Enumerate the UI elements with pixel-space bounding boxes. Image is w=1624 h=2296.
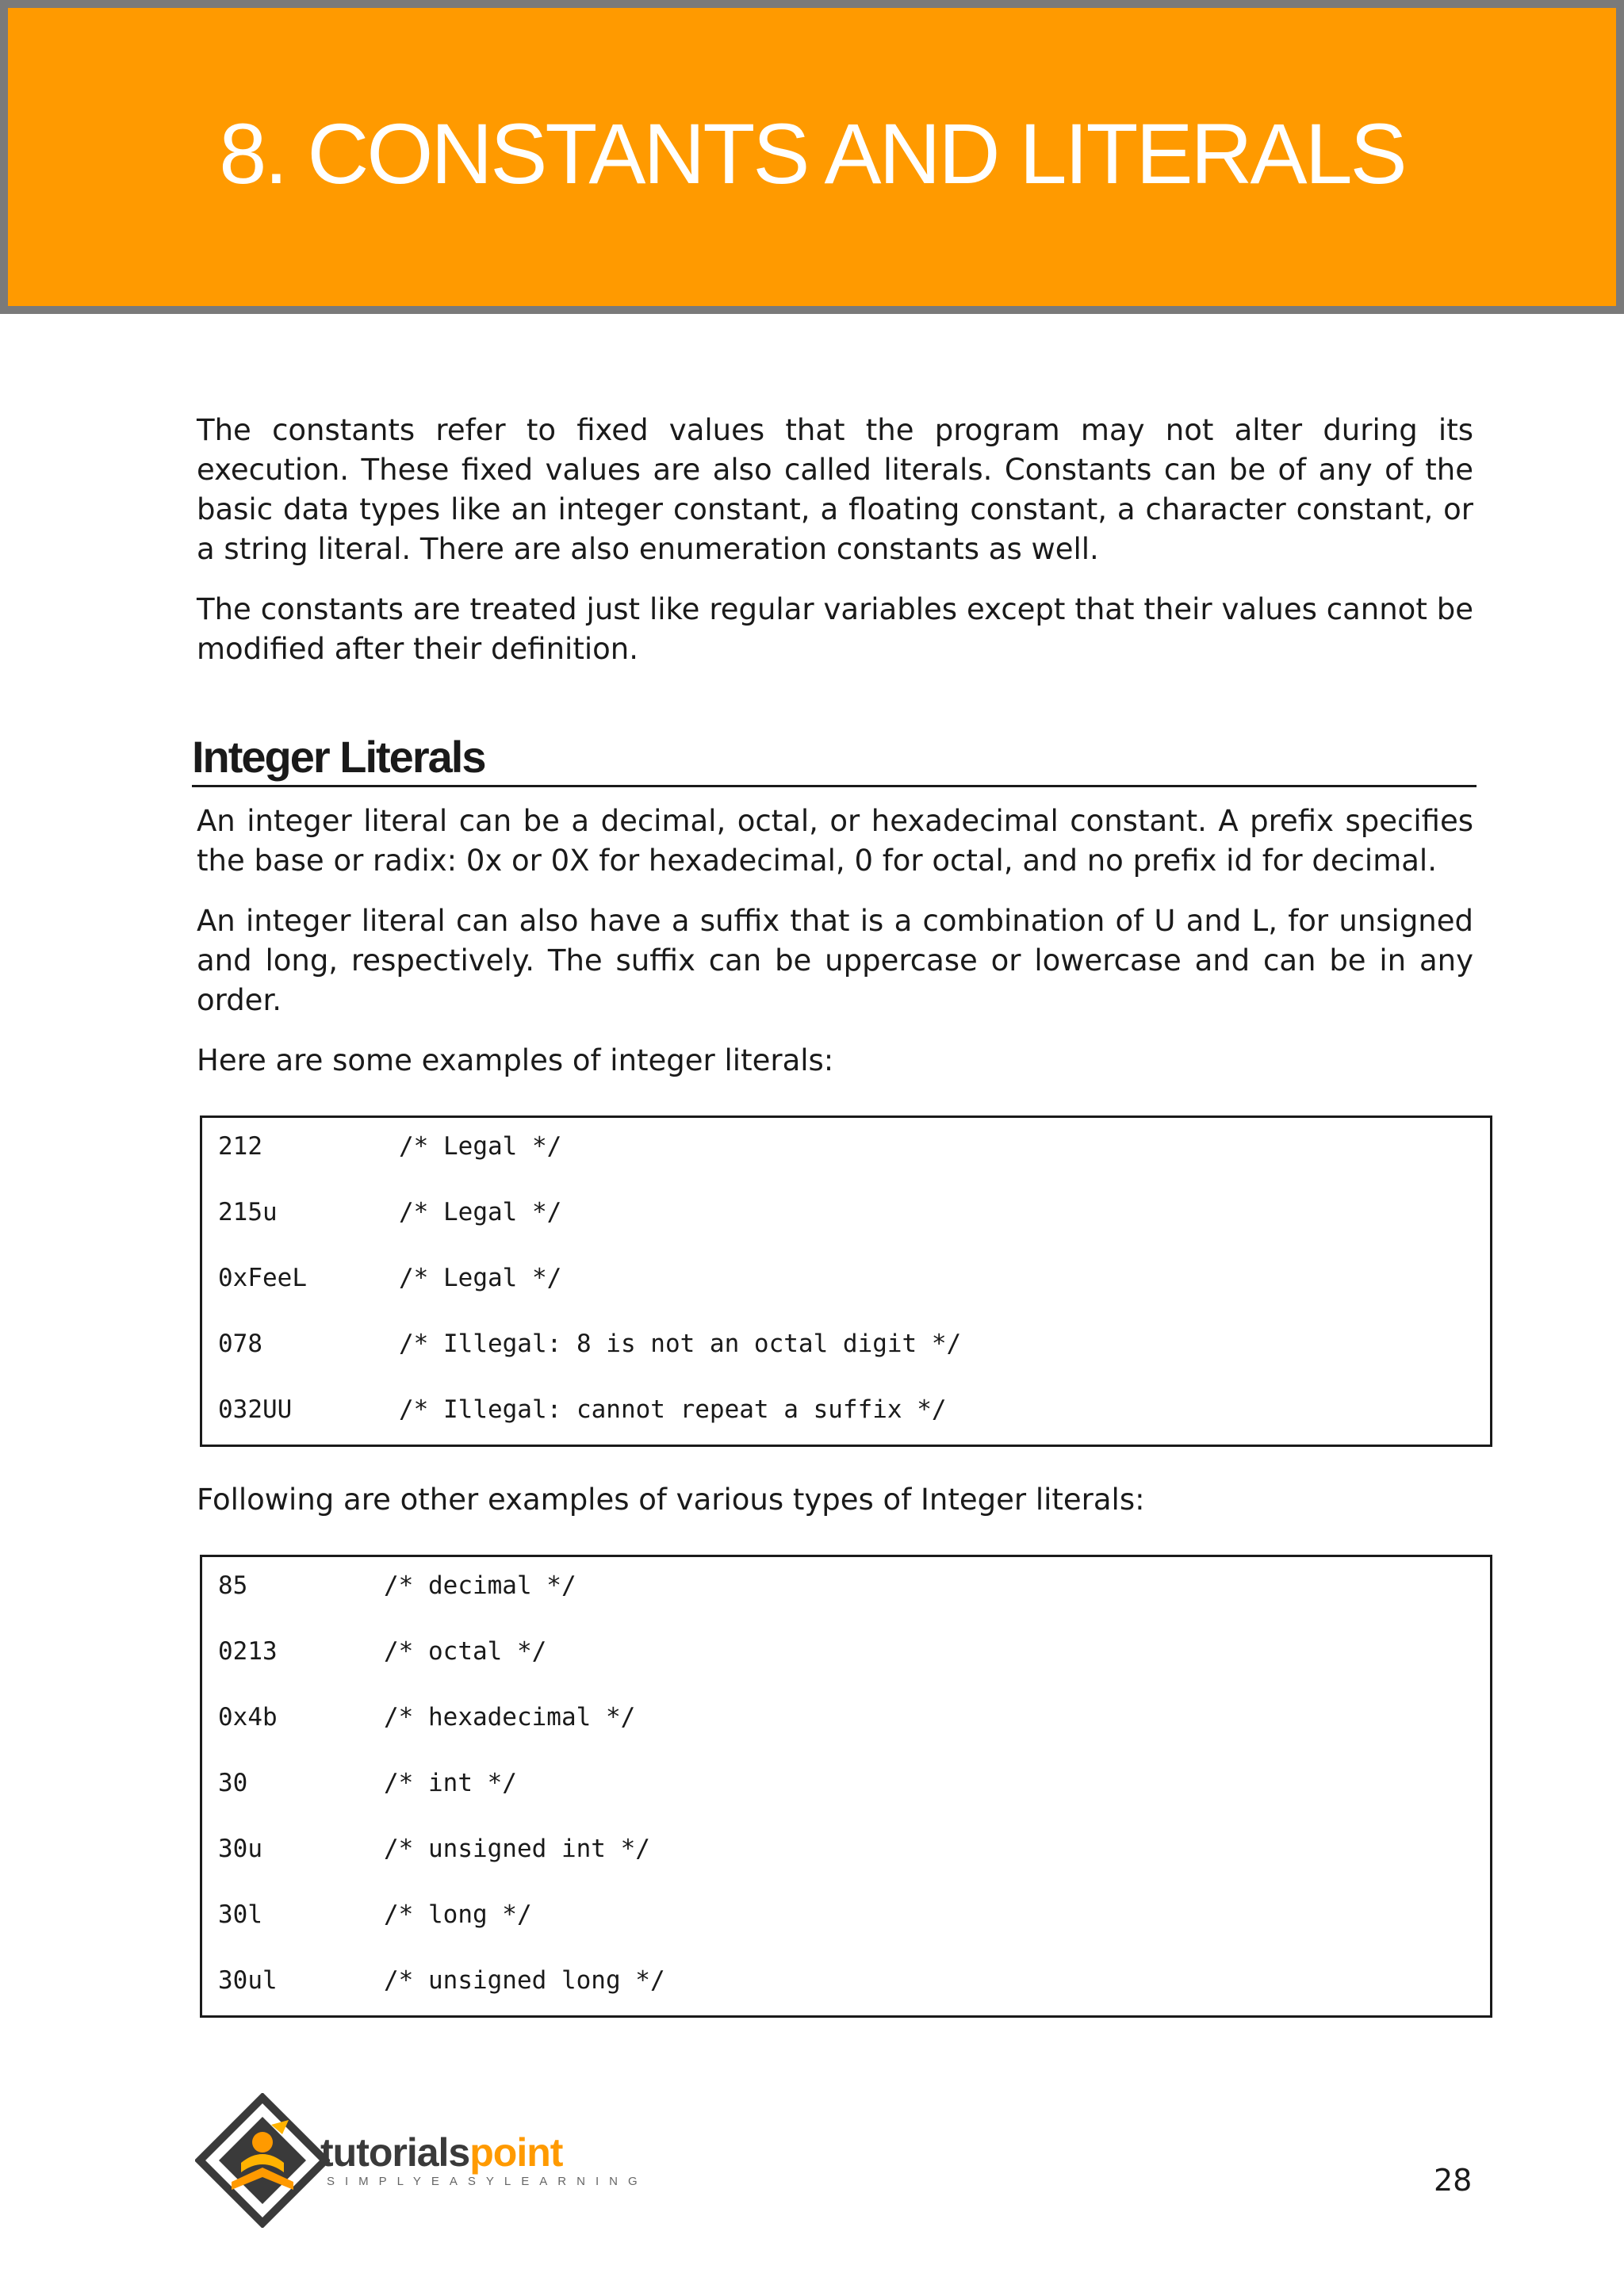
code-line	[218, 1132, 1474, 1198]
code-line	[218, 1395, 1474, 1435]
between-paragraph: Following are other examples of various types of Integer literals:	[197, 1483, 1145, 1517]
code-comment: /* int */	[384, 1769, 517, 1797]
page-number: 28	[1434, 2163, 1473, 2198]
code-literal: 30l	[218, 1900, 262, 1929]
code-comment: /* hexadecimal */	[384, 1703, 636, 1732]
code-line	[218, 1637, 1474, 1703]
logo-diamond-icon	[195, 2093, 330, 2228]
code-literal: 032UU	[218, 1395, 293, 1424]
code-comment: /* unsigned int */	[384, 1835, 650, 1863]
code-comment: /* unsigned long */	[384, 1966, 665, 1995]
code-comment: /* long */	[384, 1900, 532, 1929]
code-line	[218, 1571, 1474, 1637]
intro-paragraph-1: The constants refer to fixed values that the program may not alter during its execution. These fixed values are also called literals. Constants can be of any of the basic data types like an integer constant, a floating constant, a character constant, or a string literal. There are also enumeration constants as well.	[197, 413, 1473, 566]
code-literal: 212	[218, 1132, 262, 1161]
code-literal: 30	[218, 1769, 248, 1797]
code-comment: /* Legal */	[399, 1264, 562, 1292]
code-literal: 215u	[218, 1198, 278, 1226]
code-line	[218, 1966, 1474, 2006]
logo-word-1: tutorials	[320, 2130, 470, 2175]
code-comment: /* octal */	[384, 1637, 547, 1666]
code-literal: 30ul	[218, 1966, 278, 1995]
logo-wordmark	[320, 2130, 563, 2175]
intro-paragraph-2: The constants are treated just like regular variables except that their values cannot be modified after their definition.	[197, 592, 1473, 666]
code-comment: /* Illegal: cannot repeat a suffix */	[399, 1395, 947, 1424]
code-literal: 85	[218, 1571, 248, 1600]
logo-tagline: SIMPLYEASYLEARNING	[327, 2175, 648, 2188]
integer-paragraph-3: Here are some examples of integer literals:	[197, 1043, 834, 1077]
code-comment: /* decimal */	[384, 1571, 576, 1600]
logo-word-2: point	[469, 2130, 563, 2175]
code-line	[218, 1900, 1474, 1966]
page-content	[192, 411, 1473, 2051]
chapter-banner	[0, 0, 1624, 314]
code-line	[218, 1835, 1474, 1900]
code-comment: /* Illegal: 8 is not an octal digit */	[399, 1330, 962, 1358]
code-comment: /* Legal */	[399, 1198, 562, 1226]
code-literal: 0x4b	[218, 1703, 278, 1732]
code-block-legal-illegal	[200, 1115, 1492, 1447]
code-comment: /* Legal */	[399, 1132, 562, 1161]
code-line	[218, 1330, 1474, 1395]
section-heading-integer-literals: Integer Literals	[192, 731, 1477, 787]
integer-literals-body	[197, 802, 1473, 2018]
code-line	[218, 1703, 1474, 1769]
code-literal: 078	[218, 1330, 262, 1358]
chapter-title: 8. CONSTANTS AND LITERALS	[219, 105, 1405, 201]
code-literal: 30u	[218, 1835, 262, 1863]
code-line	[218, 1198, 1474, 1264]
code-literal: 0xFeeL	[218, 1264, 307, 1292]
code-literal: 0213	[218, 1637, 278, 1666]
code-block-integer-types	[200, 1555, 1492, 2018]
tutorialspoint-logo	[195, 2093, 648, 2228]
integer-paragraph-1: An integer literal can be a decimal, octal, or hexadecimal constant. A prefix specifies the base or radix: 0x or 0X for hexadecimal, 0 for octal, and no prefix id for decimal.	[197, 804, 1473, 878]
integer-paragraph-2: An integer literal can also have a suffix that is a combination of U and L, for unsigned and long, respectively. The suffix can be uppercase or lowercase and can be in any order.	[197, 904, 1473, 1017]
code-line	[218, 1769, 1474, 1835]
code-line	[218, 1264, 1474, 1330]
